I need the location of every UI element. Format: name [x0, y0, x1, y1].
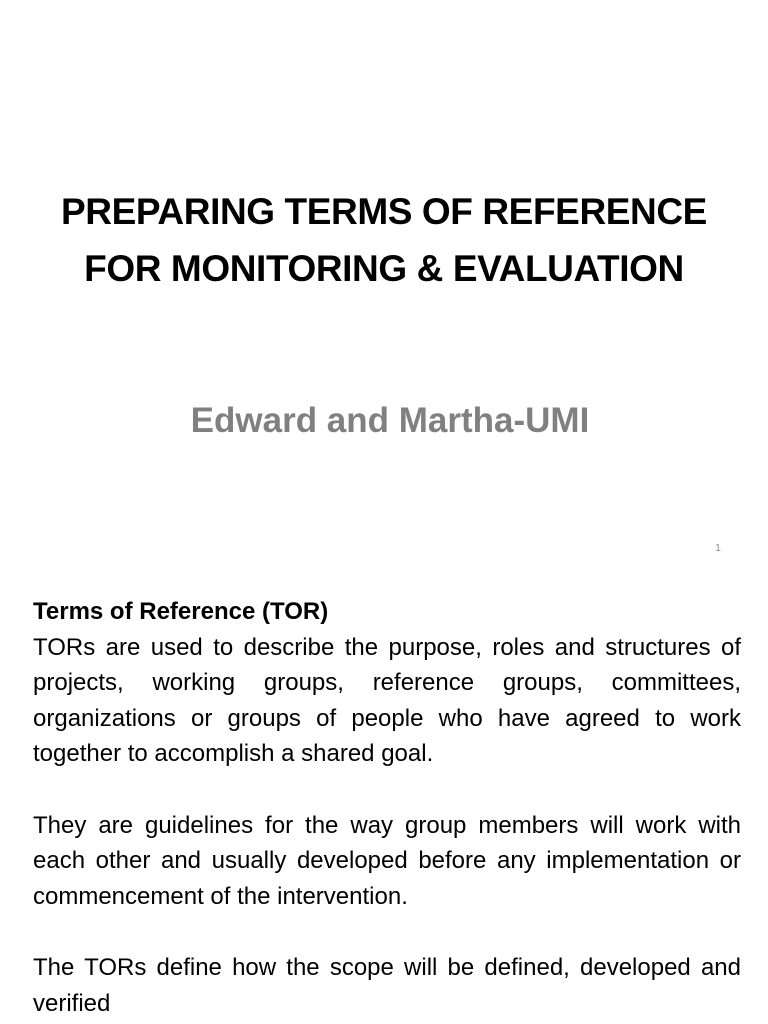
paragraph-definition: TORs are used to describe the purpose, roles and structures of projects, working groups, reference groups, committees, organizations or groups of people who have agreed to work together to accomplish a shared goal. [33, 633, 741, 768]
paragraph-scope: The TORs define how the scope will be defined, developed and verified [33, 953, 741, 1017]
content-slide [33, 594, 741, 1024]
page-number: 1 [715, 543, 721, 554]
slide-title-line-2: FOR MONITORING & EVALUATION [84, 248, 684, 289]
paragraph-guidelines: They are guidelines for the way group members will work with each other and usually developed before any implementation or commencement of the intervention. [33, 811, 741, 910]
slide-subtitle: Edward and Martha-UMI [190, 401, 590, 440]
slide-title-line-1: PREPARING TERMS OF REFERENCE [61, 191, 707, 232]
slide-title [30, 183, 738, 297]
paragraph-spacer [33, 772, 741, 808]
section-heading: Terms of Reference (TOR) [33, 598, 329, 625]
paragraph-spacer [33, 914, 741, 950]
